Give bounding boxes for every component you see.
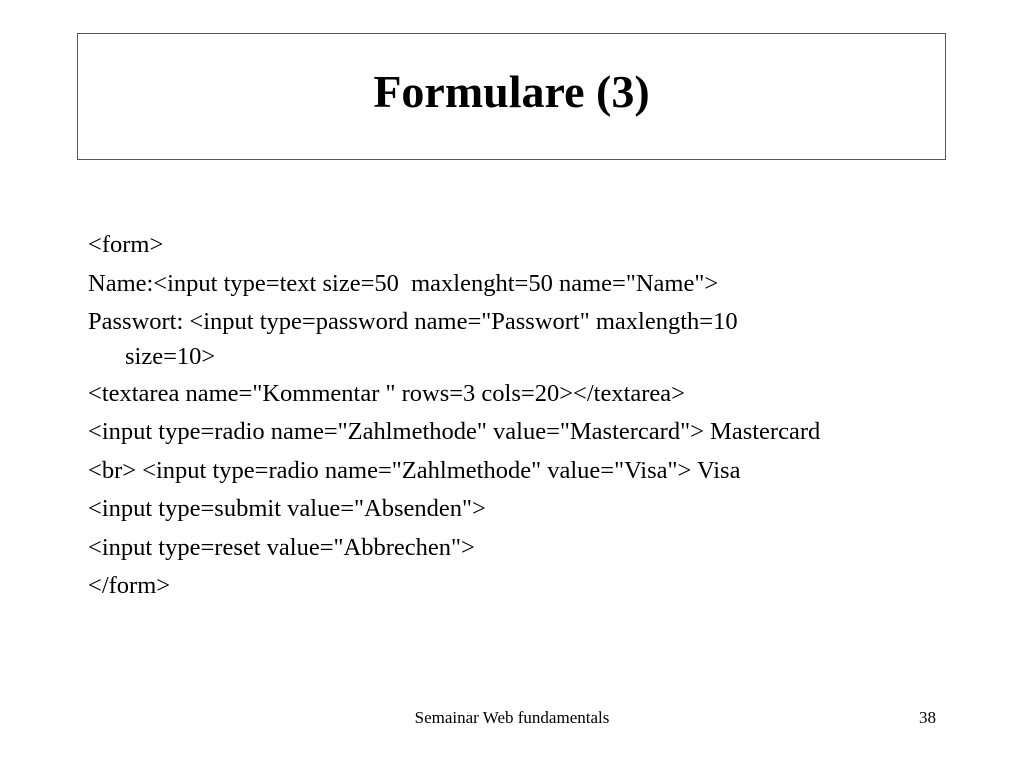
page-number: 38: [919, 708, 936, 727]
code-line-password-input-continued: size=10>: [125, 342, 216, 370]
code-line-form-close: </form>: [88, 572, 171, 599]
code-listing: [88, 226, 948, 606]
code-line-password-input: Passwort: <input type=password name="Passwort" maxlength=10: [88, 308, 738, 335]
slide-title: Formulare (3): [373, 66, 650, 117]
code-line-textarea: <textarea name="Kommentar " rows=3 cols=20></textarea>: [88, 379, 685, 407]
code-line-submit: <input type=submit value="Absenden">: [88, 495, 486, 522]
footer-text: Semainar Web fundamentals: [414, 708, 610, 727]
code-line-reset: <input type=reset value="Abbrechen">: [88, 533, 475, 561]
code-line-form-open: <form>: [88, 231, 164, 258]
code-line-radio-mastercard: <input type=radio name="Zahlmethode" value="Mastercard"> Mastercard: [88, 418, 821, 445]
code-line-name-input: Name:<input type=text size=50 maxlenght=50 name="Name">: [88, 269, 719, 297]
code-line-radio-visa: <br> <input type=radio name="Zahlmethode" value="Visa"> Visa: [88, 456, 741, 484]
title-box: [77, 33, 946, 160]
